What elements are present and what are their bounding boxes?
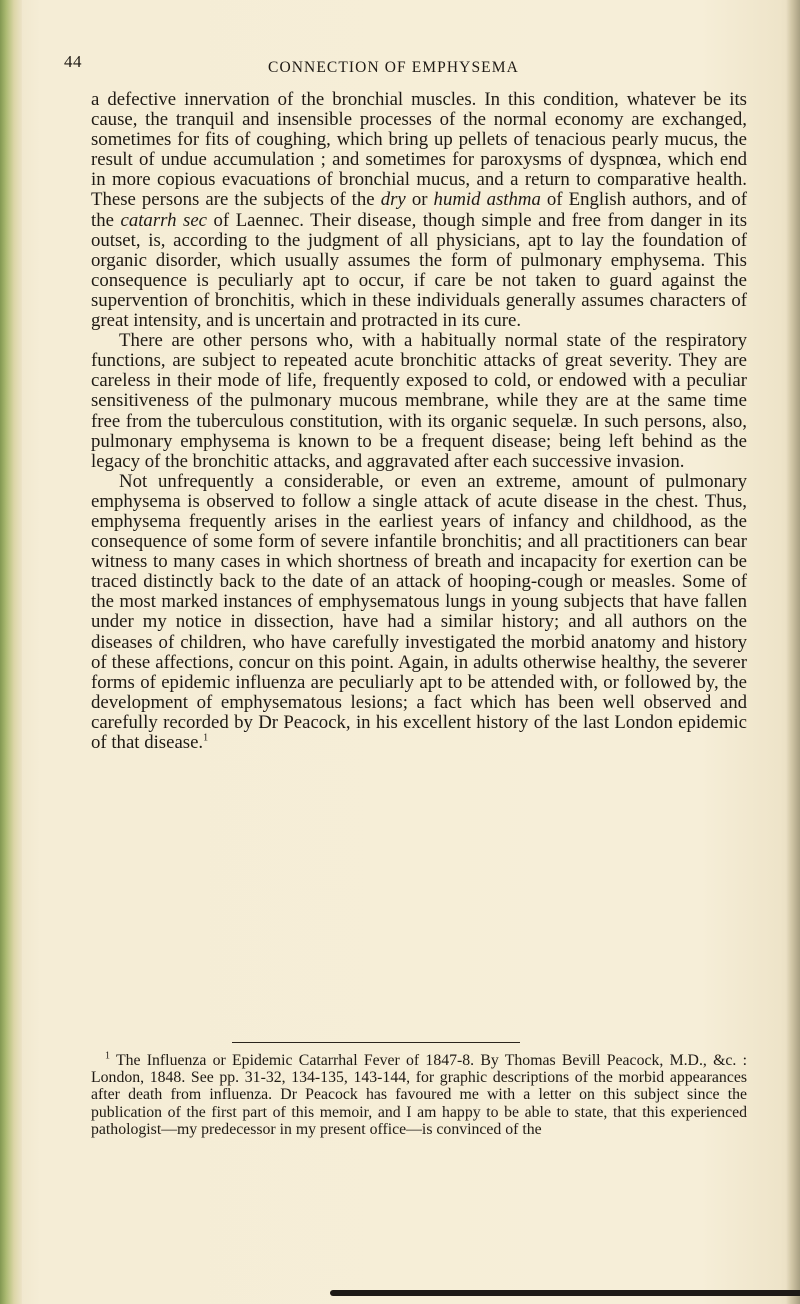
footnote-rule [232,1042,520,1043]
page-number: 44 [64,52,82,71]
paragraph-3 [91,472,747,753]
text-run: Not unfrequently a considerable, or even an extreme, amount of pulmonary emphysema is observed to follow a single attack of acute disease in the chest. Thus, emphysema frequently arises in the earliest years of infancy and childhood, as the consequence of some form of severe infantile bronchitis; and all practitioners can bear witness to many cases in which shortness of breath and incapacity for exertion can be traced distinctly back to the date of an attack of hooping-cough or measles. Some of the most marked instances of emphysematous lungs in young subjects that have fallen under my notice in dissection, have had a similar history; and all authors on the diseases of children, who have carefully investigated the morbid anatomy and history of these affections, concur on this point. Again, in adults otherwise healthy, the severer forms of epidemic influenza are peculiarly apt to be attended with, or followed by, the development of emphysematous lesions; a fact which has been well observed and carefully recorded by Dr Peacock, in his excellent history of the last London epidemic of that disease. [91,470,747,753]
body-text [91,90,747,753]
italic-term: catarrh sec [120,209,207,231]
footnote-text: The Influenza or Epidemic Catarrhal Fever of 1847-8. By Thomas Bevill Peacock, M.D., &c. : London, 1848. See pp. 31-32, 134-135, 143-144, for graphic descriptions of the morbid appearances after death from influenza. Dr Peacock has favoured me with a letter on this subject since the publication of the first part of this memoir, and I am happy to be able to state, that this experienced pathologist—my predecessor in my present office—is convinced of the [91,1052,747,1138]
text-run: of Laennec. Their disease, though simple and free from danger in its outset, is, according to the judgment of all physicians, apt to lay the foundation of organic disorder, which usually assumes the form of pulmonary emphysema. This consequence is peculiarly apt to occur, if care be not taken to guard against the supervention of bronchitis, which in these individuals generally assumes characters of great intensity, and is uncertain and protracted in its cure. [91,209,748,332]
text-run: or [405,189,434,211]
paragraph-2 [91,331,747,472]
page-bottom-shadow [330,1290,800,1296]
footnote-marker: 1 [105,1050,110,1062]
text-run: There are other persons who, with a habitually normal state of the respiratory functions, are subject to repeated acute bronchitic attacks of great severity. They are careless in their mode of life, frequently exposed to cold, or endowed with a peculiar sensitiveness of the pulmonary mucous membrane, while they are at the same time free from the tuberculous constitution, with its organic sequelæ. In such persons, also, pulmonary emphysema is known to be a frequent disease; being left behind as the legacy of the bronchitic attacks, and aggravated after each successive invasion. [91,330,747,472]
footnote-reference: 1 [203,732,209,744]
paragraph-1 [91,90,747,331]
running-head: CONNECTION OF EMPHYSEMA [268,59,519,76]
italic-term: dry [380,189,406,211]
book-binding-edge [0,0,22,1304]
footnote [91,1052,747,1138]
text-run: of English authors, and of the [91,189,747,231]
page-right-edge [786,0,800,1304]
footnote-paragraph [91,1052,747,1138]
text-run: a defective innervation of the bronchial muscles. In this condition, whatever be its cause, the tranquil and insensible processes of the normal economy are exchanged, sometimes for fits of coughing, which bring up pellets of tenacious pearly mucus, the result of undue accumulation ; and sometimes for paroxysms of dyspnœa, which end in more copious evacuations of bronchial mucus, and a return to comparative health. These persons are the subjects of the [91,89,747,211]
italic-term: humid asthma [433,189,541,211]
